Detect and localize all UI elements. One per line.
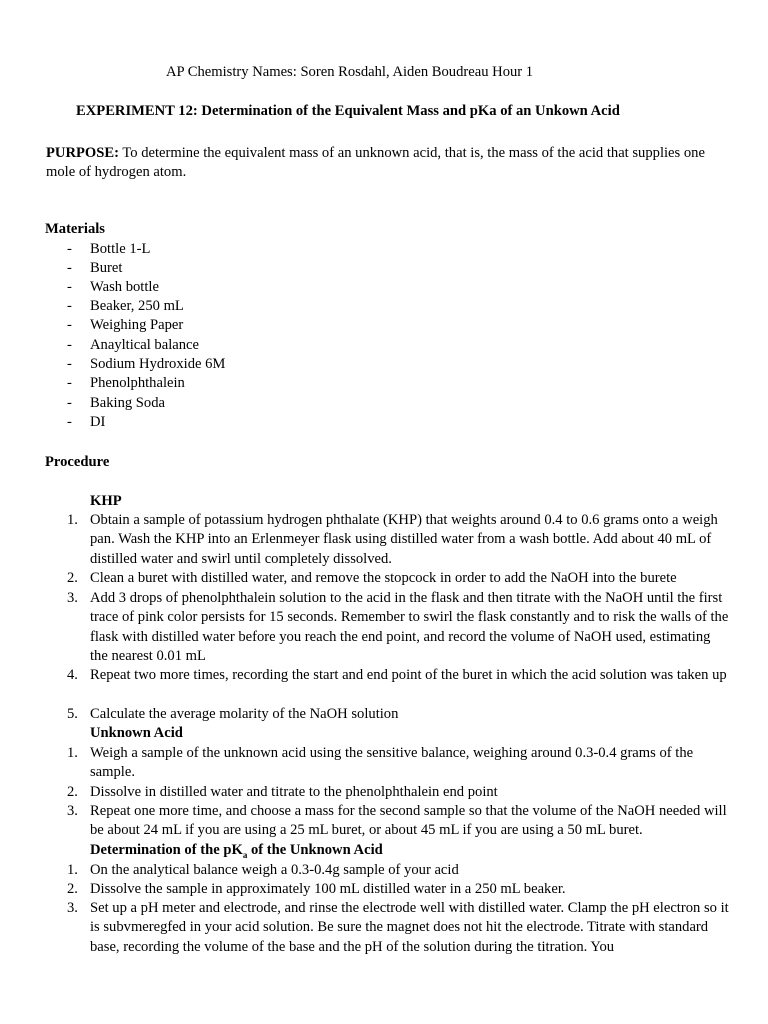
step-number: 4. — [67, 667, 78, 683]
step-number: 1. — [67, 745, 78, 761]
bullet-dash: - — [67, 414, 72, 430]
khp-step-3: Add 3 drops of phenolphthalein solution to the acid in the flask and then titrate with the NaOH until the first trace of pink color persists for 15 seconds. Remember to swirl the flask constantly and to risk the walls of the flask with distilled water before you reach the end point, and record the volume of NaOH used, estimating the nearest 0.01 mL — [90, 590, 729, 664]
unknown-acid-heading: Unknown Acid — [90, 725, 183, 741]
materials-heading: Materials — [45, 221, 105, 237]
pka-step-2: Dissolve the sample in approximately 100 mL distilled water in a 250 mL beaker. — [90, 881, 566, 897]
step-number: 5. — [67, 706, 78, 722]
step-number: 1. — [67, 512, 78, 528]
bullet-dash: - — [67, 317, 72, 333]
material-item: Baking Soda — [90, 395, 165, 411]
pka-step-3: Set up a pH meter and electrode, and rinse the electrode well with distilled water. Clamp the pH electron so it is subvmeregfed in your acid solution. Be sure the magnet does not hit the electrode. Titrate with standard base, recording the volume of the base and the pH of the solution during the titration. You — [90, 900, 729, 955]
step-number: 3. — [67, 803, 78, 819]
material-item: Sodium Hydroxide 6M — [90, 356, 226, 372]
khp-step-4: Repeat two more times, recording the start and end point of the buret in which the acid solution was taken up — [90, 667, 727, 683]
material-item: Phenolphthalein — [90, 375, 185, 391]
material-item: Anayltical balance — [90, 337, 199, 353]
unknown-step-1: Weigh a sample of the unknown acid using the sensitive balance, weighing around 0.3-0.4 grams of the sample. — [90, 745, 694, 781]
step-number: 2. — [67, 570, 78, 586]
khp-step-1: Obtain a sample of potassium hydrogen phthalate (KHP) that weights around 0.4 to 0.6 grams onto a weigh pan. Wash the KHP into an Erlenmeyer flask using distilled water from a wash bottle. Add about 40 mL of distilled water and swirl until completely dissolved. — [90, 512, 718, 567]
bullet-dash: - — [67, 279, 72, 295]
material-item: Weighing Paper — [90, 317, 184, 333]
unknown-step-3: Repeat one more time, and choose a mass for the second sample so that the volume of the NaOH needed will be about 24 mL if you are using a 25 mL buret, or about 45 mL if you are using a 50 mL buret. — [90, 803, 727, 839]
pka-heading-pre: Determination of the pK — [90, 842, 243, 858]
bullet-dash: - — [67, 260, 72, 276]
bullet-dash: - — [67, 337, 72, 353]
material-item: Wash bottle — [90, 279, 159, 295]
pka-step-1: On the analytical balance weigh a 0.3-0.4g sample of your acid — [90, 862, 459, 878]
purpose-text: To determine the equivalent mass of an unknown acid, that is, the mass of the acid that supplies one mole of hydrogen atom. — [46, 145, 705, 181]
material-item: Bottle 1-L — [90, 241, 151, 257]
purpose-label: PURPOSE: — [46, 145, 119, 161]
bullet-dash: - — [67, 298, 72, 314]
bullet-dash: - — [67, 241, 72, 257]
khp-heading: KHP — [90, 493, 122, 509]
bullet-dash: - — [67, 395, 72, 411]
step-number: 2. — [67, 881, 78, 897]
bullet-dash: - — [67, 356, 72, 372]
purpose-paragraph — [46, 144, 736, 182]
experiment-title: EXPERIMENT 12: Determination of the Equivalent Mass and pKa of an Unkown Acid — [76, 103, 620, 119]
material-item: DI — [90, 414, 106, 430]
unknown-step-2: Dissolve in distilled water and titrate to the phenolphthalein end point — [90, 784, 498, 800]
pka-heading-sub: a — [242, 849, 248, 860]
pka-heading-post: of the Unknown Acid — [247, 842, 383, 858]
step-number: 3. — [67, 900, 78, 916]
step-number: 3. — [67, 590, 78, 606]
step-number: 2. — [67, 784, 78, 800]
procedure-heading: Procedure — [45, 454, 110, 470]
khp-step-2: Clean a buret with distilled water, and remove the stopcock in order to add the NaOH into the burete — [90, 570, 677, 586]
header-line: AP Chemistry Names: Soren Rosdahl, Aiden Boudreau Hour 1 — [166, 64, 534, 80]
step-number: 1. — [67, 862, 78, 878]
khp-step-5: Calculate the average molarity of the NaOH solution — [90, 706, 399, 722]
material-item: Beaker, 250 mL — [90, 298, 184, 314]
material-item: Buret — [90, 260, 123, 276]
bullet-dash: - — [67, 375, 72, 391]
